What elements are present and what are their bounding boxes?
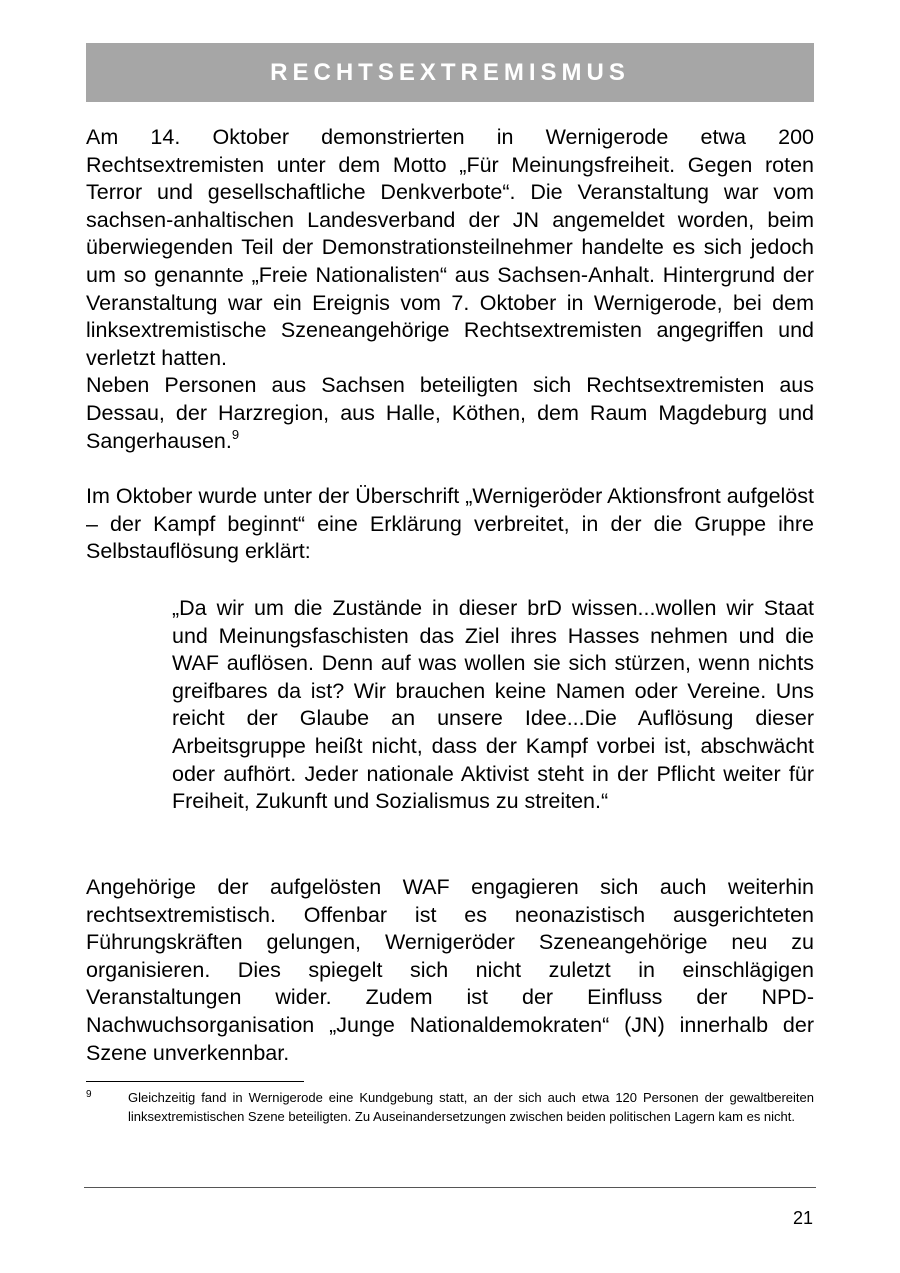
footnote-text: Gleichzeitig fand in Wernigerode eine Kundgebung statt, an der sich auch etwa 120 Personen der gewaltbereiten linksextremistischen Szene beteiligten. Zu Auseinandersetzungen zwischen beiden politischen Lagern kam es nicht.	[128, 1090, 814, 1124]
page-footer-divider	[84, 1187, 816, 1188]
footnote-divider	[86, 1081, 304, 1082]
footnote	[86, 1088, 814, 1126]
section-header-bar	[86, 43, 814, 102]
block-quote: „Da wir um die Zustände in dieser brD wissen...wollen wir Staat und Meinungsfaschisten das Ziel ihres Hasses nehmen und die WAF auflösen. Denn auf was wollen sie sich stürzen, wenn nichts greifbares da ist? Wir brauchen keine Namen oder Vereine. Uns reicht der Glaube an unsere Idee...Die Auflösung dieser Arbeitsgruppe heißt nicht, dass der Kampf vorbei ist, abschwächt oder aufhört. Jeder nationale Aktivist steht in der Pflicht weiter für Freiheit, Zukunft und Sozialismus zu streiten.“	[172, 596, 814, 814]
paragraph-1-part-a: Am 14. Oktober demonstrierten in Wernigerode etwa 200 Rechtsextremisten unter dem Motto „Für Meinungsfreiheit. Gegen roten Terror und gesellschaftliche Denkverbote“. Die Veranstaltung war vom sachsen-anhaltischen Landesverband der JN angemeldet worden, beim überwiegenden Teil der Demonstrationsteilnehmer handelte es sich jedoch um so genannte „Freie Nationalisten“ aus Sachsen-Anhalt. Hintergrund der Veranstaltung war ein Ereignis vom 7. Oktober in Wernigerode, bei dem linksextremistische Szeneangehörige Rechtsextremisten angegriffen und verletzt hatten.	[86, 125, 814, 370]
body-paragraph-3: Angehörige der aufgelösten WAF engagieren sich auch weiterhin rechtsextremistisch. Offenbar ist es neonazistisch ausgerichteten Führungskräften gelungen, Wernigeröder Szeneangehörige neu zu organisieren. Dies spiegelt sich nicht zuletzt in einschlägigen Veranstaltungen wider. Zudem ist der Einfluss der NPD-Nachwuchsorganisation „Junge Nationaldemokraten“ (JN) innerhalb der Szene unverkennbar.	[86, 875, 814, 1065]
footnote-number: 9	[86, 1089, 92, 1100]
page-number: 21	[792, 1208, 813, 1228]
body-paragraph-1	[86, 124, 814, 455]
body-paragraph-2: Im Oktober wurde unter der Überschrift „Wernigeröder Aktionsfront aufgelöst – der Kampf beginnt“ eine Erklärung verbreitet, in der die Gruppe ihre Selbstauflösung erklärt:	[86, 484, 814, 564]
footnote-reference: 9	[231, 426, 240, 442]
paragraph-1-part-b: Neben Personen aus Sachsen beteiligten sich Rechtsextremisten aus Dessau, der Harzregion, aus Halle, Köthen, dem Raum Magdeburg und Sangerhausen.	[86, 373, 814, 453]
section-title: RECHTSEXTREMISMUS	[270, 58, 630, 86]
